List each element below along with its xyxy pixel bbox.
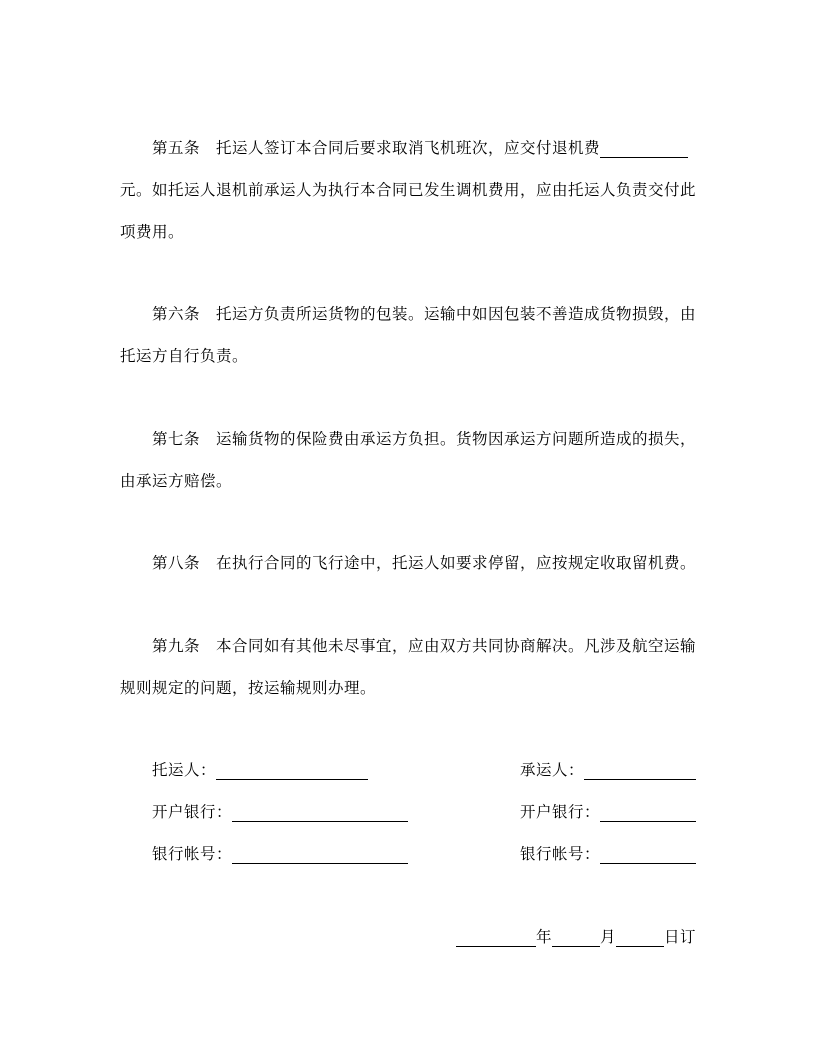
shipper-bank-label: 开户银行： [152, 803, 233, 821]
day-label: 日订 [664, 928, 697, 946]
article-text-line: 元。如托运人退机前承运人为执行本合同已发生调机费用，应由托运人负责交付此 [120, 181, 697, 199]
article-text-line: 运输货物的保险费由承运方负担。货物因承运方问题所造成的损失， [216, 430, 697, 448]
year-blank [456, 946, 536, 947]
carrier-blank [584, 779, 696, 780]
carrier-account-label: 银行帐号： [520, 845, 601, 863]
shipper-label: 托运人： [152, 761, 217, 779]
carrier-label: 承运人： [520, 761, 585, 779]
shipper-account-label: 银行帐号： [152, 845, 233, 863]
article-text-line: 规则规定的问题，按运输规则办理。 [120, 679, 377, 697]
article-text-line: 本合同如有其他未尽事宜，应由双方共同协商解决。凡涉及航空运输 [216, 637, 697, 655]
article-text-line: 在执行合同的飞行途中，托运人如要求停留，应按规定收取留机费。 [216, 554, 697, 572]
month-blank [552, 946, 600, 947]
article-number: 第八条 [152, 554, 201, 572]
shipper-account-blank [232, 863, 408, 864]
month-label: 月 [600, 928, 617, 946]
article-text-line: 托运人签订本合同后要求取消飞机班次，应交付退机费 [216, 139, 601, 157]
carrier-bank-label: 开户银行： [520, 803, 601, 821]
article-text-line: 项费用。 [120, 223, 185, 241]
article-number: 第六条 [152, 305, 201, 323]
day-blank [616, 946, 664, 947]
year-label: 年 [536, 928, 553, 946]
shipper-bank-blank [232, 821, 408, 822]
article-number: 第五条 [152, 139, 201, 157]
shipper-blank [216, 779, 368, 780]
article-text-line: 托运方负责所运货物的包装。运输中如因包装不善造成货物损毁，由 [216, 305, 697, 323]
carrier-bank-blank [600, 821, 696, 822]
article-number: 第九条 [152, 637, 201, 655]
article-text-line: 由承运方赔偿。 [120, 472, 233, 490]
carrier-account-blank [600, 863, 696, 864]
article-number: 第七条 [152, 430, 201, 448]
article-text-line: 托运方自行负责。 [120, 347, 249, 365]
refund-fee-blank [600, 157, 688, 158]
